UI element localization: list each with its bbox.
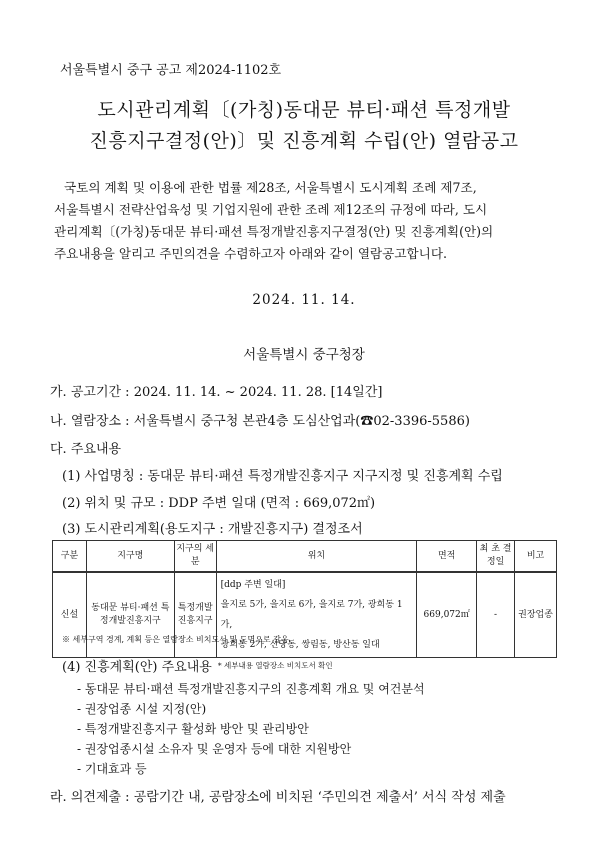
intro-line: 서울특별시 전략산업육성 및 기업지원에 관한 조례 제12조의 규정에 따라, 도시 [54,202,488,217]
page-title-line-1: 도시관리계획〔(가칭)동대문 뷰티·패션 특정개발 [97,99,511,121]
item-promotion-plan [62,656,333,675]
cell-final-date: - [477,572,515,658]
notice-date: 2024. 11. 14. [252,292,356,308]
list-item: - 권장업종 시설 지정(안) [77,702,207,716]
header-remark: 비고 [515,541,557,573]
table-header-row [53,541,557,573]
list-item: - 기대효과 등 [77,762,147,776]
table-note: ※ 세부구역 경계, 계획 등은 열람장소 비치도서 및 도면으로 갈음. [62,635,292,644]
cell-type: 신설 [53,572,87,658]
location-line: 을지로 5가, 을지로 6가, 을지로 7가, 광희동 1가, [220,600,403,630]
list-item: - 동대문 뷰티·패션 특정개발진흥지구의 진흥계획 개요 및 여건분석 [77,682,425,696]
header-area: 면적 [417,541,477,573]
page-title-line-2: 진흥지구결정(안)〕및 진흥계획 수립(안) 열람공고 [89,130,519,152]
issuer: 서울특별시 중구청장 [243,347,365,363]
location-line: 광희동 2가, 신당동, 쌍림동, 방산동 일대 [220,640,380,650]
section-viewing-place: 나. 열람장소 : 서울특별시 중구청 본관4층 도심산업과(☎02-3396-5586) [50,414,470,429]
intro-line: 국토의 계획 및 이용에 관한 법률 제28조, 서울특별시 도시계획 조례 제7조, [64,180,477,195]
intro-line: 주요내용을 알리고 주민의견을 수렴하고자 아래와 같이 열람공고합니다. [54,246,447,261]
section-notice-period: 가. 공고기간 : 2024. 11. 14. ~ 2024. 11. 28. [14일간] [50,385,383,400]
notice-number: 서울특별시 중구 공고 제2024-1102호 [60,63,282,78]
header-subdivision: 지구의 세 분 [174,541,216,573]
header-district-name: 지구명 [86,541,174,573]
cell-subdivision: 특정개발 진흥지구 [174,572,216,658]
cell-remark: 권장업종 [515,572,557,658]
list-item: - 특정개발진흥지구 활성화 방안 및 관리방안 [77,722,309,736]
section-opinion-submission: 라. 의견제출 : 공람기간 내, 공람장소에 비치된 ‘주민의견 제출서’ 서식 작성 제출 [50,790,506,805]
location-line: [ddp 주변 일대] [220,580,286,590]
section-main-content: 다. 주요내용 [50,442,122,457]
item-project-name: (1) 사업명칭 : 동대문 뷰티·패션 특정개발진흥지구 지구지정 및 진흥계획 수립 [62,469,503,484]
cell-area: 669,072㎡ [417,572,477,658]
item-promotion-plan-label: (4) 진흥계획(안) 주요내용 [62,660,212,675]
item-promotion-plan-note: * 세부내용 열람장소 비치도서 확인 [217,661,333,670]
header-final-date: 최 초 결정일 [477,541,515,573]
cell-district-name: 동대문 뷰티·패션 특정개발진흥지구 [86,572,174,658]
item-decision-record: (3) 도시관리계획(용도지구 : 개발진흥지구) 결정조서 [62,522,363,537]
intro-line: 관리계획〔(가칭)동대문 뷰티·패션 특정개발진흥지구결정(안) 및 진흥계획(안)의 [54,224,494,239]
header-type: 구분 [53,541,87,573]
item-location-scale: (2) 위치 및 규모 : DDP 주변 일대 (면적 : 669,072㎡) [62,496,376,511]
list-item: - 권장업종시설 소유자 및 운영자 등에 대한 지원방안 [77,742,352,756]
header-location: 위치 [216,541,417,573]
